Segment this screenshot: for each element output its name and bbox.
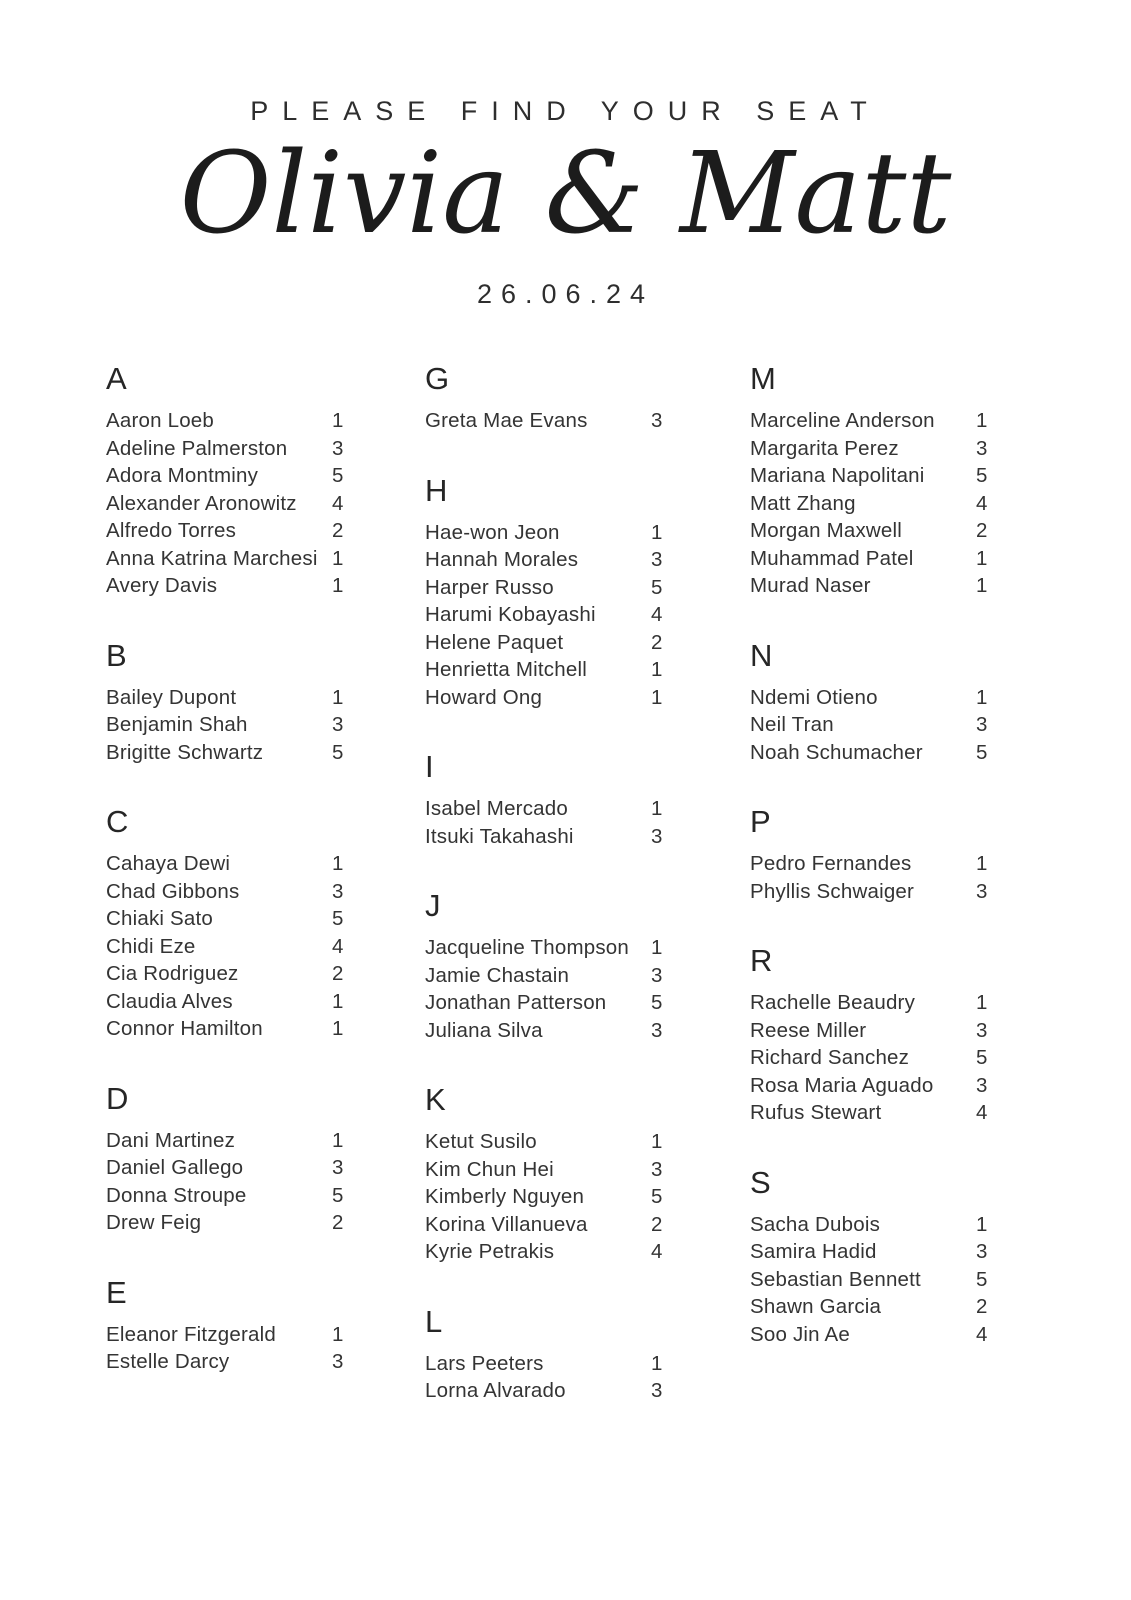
guest-table-number: 5 (332, 464, 344, 488)
section-letter: M (750, 361, 776, 397)
guest-table-number: 3 (651, 1379, 663, 1403)
guest-name: Cahaya Dewi (106, 852, 231, 876)
guest-row (106, 960, 368, 988)
guest-name: Pedro Fernandes (750, 852, 912, 876)
guest-name: Sebastian Bennett (750, 1267, 921, 1291)
guest-row (425, 1350, 687, 1378)
guest-table-number: 3 (332, 1350, 344, 1374)
guest-table-number: 2 (332, 519, 344, 543)
guest-row (106, 933, 368, 961)
guest-row (106, 1182, 368, 1210)
guest-table-number: 1 (651, 1351, 663, 1375)
section-j (425, 887, 687, 1044)
guest-name: Anna Katrina Marchesi (106, 546, 318, 570)
guest-table-number: 1 (976, 852, 988, 876)
guest-table-number: 1 (332, 546, 344, 570)
guest-name: Morgan Maxwell (750, 519, 903, 543)
section-letter: L (425, 1303, 443, 1339)
guest-table-number: 1 (332, 989, 344, 1013)
guest-table-number: 1 (651, 936, 663, 960)
guest-name: Chiaki Sato (106, 907, 214, 931)
guest-row (750, 989, 1012, 1017)
guest-table-number: 1 (976, 574, 988, 598)
guest-name: Aaron Loeb (106, 409, 215, 433)
guest-table-number: 2 (651, 1212, 663, 1236)
guest-row (425, 934, 687, 962)
guest-row (750, 1017, 1012, 1045)
guest-name: Phyllis Schwaiger (750, 879, 915, 903)
guest-table-number: 1 (332, 1322, 344, 1346)
section-l (425, 1303, 687, 1405)
page-title: PLEASE FIND YOUR SEAT (250, 96, 881, 126)
guest-table-number: 1 (332, 1128, 344, 1152)
guest-row (750, 545, 1012, 573)
guest-row (425, 795, 687, 823)
guest-table-number: 4 (976, 491, 988, 515)
guest-name: Marceline Anderson (750, 409, 935, 433)
section-c (106, 803, 368, 1043)
guest-row (750, 1321, 1012, 1349)
guest-name: Reese Miller (750, 1018, 867, 1042)
guest-name: Rufus Stewart (750, 1101, 882, 1125)
guest-table-number: 1 (651, 1130, 663, 1154)
section-letter: G (425, 361, 450, 397)
guest-row (750, 462, 1012, 490)
guest-row (106, 1209, 368, 1237)
guest-name: Howard Ong (425, 685, 543, 709)
guest-table-number: 3 (332, 879, 344, 903)
guest-name: Rachelle Beaudry (750, 991, 916, 1015)
guest-name: Chidi Eze (106, 934, 196, 958)
guest-row (750, 407, 1012, 435)
guest-name: Sacha Dubois (750, 1212, 881, 1236)
guest-name: Dani Martinez (106, 1128, 236, 1152)
guest-table-number: 1 (651, 658, 663, 682)
guest-table-number: 3 (651, 1018, 663, 1042)
guest-row (106, 435, 368, 463)
section-letter: K (425, 1082, 446, 1118)
guest-row (106, 850, 368, 878)
guest-table-number: 1 (976, 991, 988, 1015)
guest-table-number: 4 (332, 934, 344, 958)
guest-name: Avery Davis (106, 574, 218, 598)
section-s (750, 1164, 1012, 1349)
guest-row (750, 1266, 1012, 1294)
guest-row (425, 1183, 687, 1211)
guest-table-number: 1 (332, 1017, 344, 1041)
guest-table-number: 5 (976, 1046, 988, 1070)
guest-row (425, 1238, 687, 1266)
guest-column-2 (425, 360, 687, 1442)
guest-name: Margarita Perez (750, 436, 899, 460)
guest-row (425, 989, 687, 1017)
guest-row (106, 462, 368, 490)
section-b (106, 637, 368, 767)
event-date: 26.06.24 (476, 279, 655, 310)
guest-table-number: 1 (332, 574, 344, 598)
guest-row (106, 1321, 368, 1349)
guest-table-number: 5 (332, 740, 344, 764)
guest-name: Jonathan Patterson (425, 991, 607, 1015)
guest-row (425, 1211, 687, 1239)
guest-name: Kyrie Petrakis (425, 1240, 555, 1264)
guest-table-number: 1 (651, 520, 663, 544)
guest-table-number: 3 (651, 548, 663, 572)
section-letter: I (425, 749, 434, 785)
guest-column-1 (106, 360, 368, 1413)
section-p (750, 803, 1012, 905)
section-letter: A (106, 361, 127, 397)
section-n (750, 637, 1012, 767)
guest-row (106, 1015, 368, 1043)
guest-row (106, 572, 368, 600)
section-a (106, 360, 368, 600)
guest-row (106, 490, 368, 518)
guest-table-number: 1 (976, 409, 988, 433)
guest-row (106, 905, 368, 933)
guest-table-number: 2 (332, 962, 344, 986)
guest-table-number: 5 (976, 464, 988, 488)
guest-table-number: 1 (976, 546, 988, 570)
guest-name: Juliana Silva (425, 1018, 543, 1042)
guest-table-number: 3 (976, 1240, 988, 1264)
guest-name: Kimberly Nguyen (425, 1185, 585, 1209)
guest-table-number: 4 (332, 491, 344, 515)
guest-table-number: 3 (976, 436, 988, 460)
guest-name: Muhammad Patel (750, 546, 914, 570)
guest-table-number: 1 (976, 685, 988, 709)
guest-table-number: 2 (651, 630, 663, 654)
guest-row (750, 517, 1012, 545)
guest-table-number: 3 (976, 1073, 988, 1097)
guest-table-number: 5 (976, 1267, 988, 1291)
guest-row (425, 601, 687, 629)
guest-table-number: 3 (651, 1157, 663, 1181)
guest-row (106, 1154, 368, 1182)
guest-name: Samira Hadid (750, 1240, 877, 1264)
guest-row (425, 407, 687, 435)
guest-row (425, 823, 687, 851)
guest-table-number: 1 (332, 409, 344, 433)
couple-names: Olivia & Matt (179, 129, 952, 259)
guest-row (750, 1072, 1012, 1100)
guest-row (750, 1044, 1012, 1072)
guest-table-number: 1 (651, 685, 663, 709)
guest-row (750, 684, 1012, 712)
guest-name: Korina Villanueva (425, 1212, 588, 1236)
guest-name: Jamie Chastain (425, 963, 570, 987)
guest-row (750, 1238, 1012, 1266)
guest-row (425, 962, 687, 990)
section-letter: P (750, 804, 771, 840)
guest-table-number: 3 (976, 713, 988, 737)
guest-row (106, 684, 368, 712)
guest-name: Matt Zhang (750, 491, 856, 515)
guest-table-number: 2 (976, 519, 988, 543)
guest-name: Hae-won Jeon (425, 520, 560, 544)
guest-table-number: 3 (976, 1018, 988, 1042)
guest-row (106, 711, 368, 739)
guest-table-number: 1 (332, 852, 344, 876)
guest-name: Lars Peeters (425, 1351, 544, 1375)
guest-name: Adeline Palmerston (106, 436, 288, 460)
guest-row (106, 1127, 368, 1155)
guest-name: Harumi Kobayashi (425, 603, 596, 627)
guest-name: Benjamin Shah (106, 713, 248, 737)
guest-table-number: 3 (332, 436, 344, 460)
guest-row (425, 1017, 687, 1045)
guest-table-number: 5 (651, 1185, 663, 1209)
guest-row (750, 490, 1012, 518)
guest-row (425, 546, 687, 574)
guest-name: Helene Paquet (425, 630, 564, 654)
guest-table-number: 5 (332, 1183, 344, 1207)
guest-name: Mariana Napolitani (750, 464, 925, 488)
guest-row (425, 1128, 687, 1156)
section-letter: D (106, 1080, 129, 1116)
guest-table-number: 5 (651, 991, 663, 1015)
guest-name: Shawn Garcia (750, 1295, 882, 1319)
guest-name: Estelle Darcy (106, 1350, 230, 1374)
guest-row (750, 1211, 1012, 1239)
guest-table-number: 1 (976, 1212, 988, 1236)
guest-row (750, 435, 1012, 463)
guest-table-number: 4 (651, 603, 663, 627)
guest-row (106, 878, 368, 906)
guest-table-number: 2 (332, 1211, 344, 1235)
guest-table-number: 1 (332, 685, 344, 709)
guest-name: Harper Russo (425, 575, 554, 599)
guest-name: Hannah Morales (425, 548, 579, 572)
guest-row (106, 517, 368, 545)
guest-table-number: 3 (651, 824, 663, 848)
guest-name: Eleanor Fitzgerald (106, 1322, 276, 1346)
guest-row (106, 407, 368, 435)
guest-table-number: 3 (651, 963, 663, 987)
guest-table-number: 5 (651, 575, 663, 599)
guest-table-number: 5 (976, 740, 988, 764)
guest-row (750, 739, 1012, 767)
section-letter: S (750, 1164, 771, 1200)
guest-row (106, 739, 368, 767)
guest-table-number: 4 (651, 1240, 663, 1264)
guest-name: Richard Sanchez (750, 1046, 910, 1070)
guest-name: Ndemi Otieno (750, 685, 878, 709)
guest-row (750, 1099, 1012, 1127)
guest-name: Brigitte Schwartz (106, 740, 264, 764)
guest-name: Lorna Alvarado (425, 1379, 566, 1403)
guest-name: Henrietta Mitchell (425, 658, 587, 682)
guest-name: Jacqueline Thompson (425, 936, 629, 960)
guest-row (750, 850, 1012, 878)
section-letter: J (425, 888, 441, 924)
guest-table-number: 4 (976, 1101, 988, 1125)
guest-row (750, 1293, 1012, 1321)
guest-name: Cia Rodriguez (106, 962, 239, 986)
section-m (750, 360, 1012, 600)
guest-name: Greta Mae Evans (425, 409, 588, 433)
guest-row (425, 574, 687, 602)
guest-name: Chad Gibbons (106, 879, 240, 903)
section-g (425, 360, 687, 435)
guest-name: Noah Schumacher (750, 740, 923, 764)
section-letter: N (750, 637, 773, 673)
guest-row (106, 545, 368, 573)
section-letter: E (106, 1274, 127, 1310)
guest-row (425, 684, 687, 712)
guest-table-number: 2 (976, 1295, 988, 1319)
guest-name: Alfredo Torres (106, 519, 237, 543)
guest-table-number: 3 (332, 1156, 344, 1180)
section-letter: H (425, 472, 448, 508)
guest-table-number: 3 (976, 879, 988, 903)
guest-name: Connor Hamilton (106, 1017, 263, 1041)
guest-columns (0, 360, 1131, 1442)
guest-name: Neil Tran (750, 713, 834, 737)
guest-table-number: 3 (651, 409, 663, 433)
section-h (425, 472, 687, 712)
section-r (750, 942, 1012, 1127)
guest-name: Ketut Susilo (425, 1130, 537, 1154)
guest-name: Claudia Alves (106, 989, 233, 1013)
guest-name: Daniel Gallego (106, 1156, 244, 1180)
guest-row (425, 1156, 687, 1184)
section-d (106, 1080, 368, 1237)
guest-name: Rosa Maria Aguado (750, 1073, 934, 1097)
guest-name: Alexander Aronowitz (106, 491, 297, 515)
guest-row (750, 572, 1012, 600)
guest-row (425, 519, 687, 547)
guest-name: Drew Feig (106, 1211, 202, 1235)
guest-row (425, 629, 687, 657)
guest-name: Kim Chun Hei (425, 1157, 554, 1181)
guest-name: Donna Stroupe (106, 1183, 247, 1207)
guest-row (106, 988, 368, 1016)
guest-name: Itsuki Takahashi (425, 824, 574, 848)
section-e (106, 1274, 368, 1376)
guest-row (750, 878, 1012, 906)
guest-name: Adora Montminy (106, 464, 259, 488)
guest-row (106, 1348, 368, 1376)
section-letter: C (106, 804, 129, 840)
section-i (425, 748, 687, 850)
guest-table-number: 3 (332, 713, 344, 737)
guest-row (425, 656, 687, 684)
guest-row (425, 1377, 687, 1405)
guest-column-3 (750, 360, 1012, 1385)
section-k (425, 1081, 687, 1266)
guest-table-number: 4 (976, 1322, 988, 1346)
section-letter: R (750, 943, 773, 979)
section-letter: B (106, 637, 127, 673)
guest-row (750, 711, 1012, 739)
guest-name: Murad Naser (750, 574, 871, 598)
guest-table-number: 5 (332, 907, 344, 931)
header (0, 0, 1131, 310)
guest-name: Bailey Dupont (106, 685, 237, 709)
guest-name: Isabel Mercado (425, 797, 568, 821)
guest-table-number: 1 (651, 797, 663, 821)
guest-name: Soo Jin Ae (750, 1322, 851, 1346)
